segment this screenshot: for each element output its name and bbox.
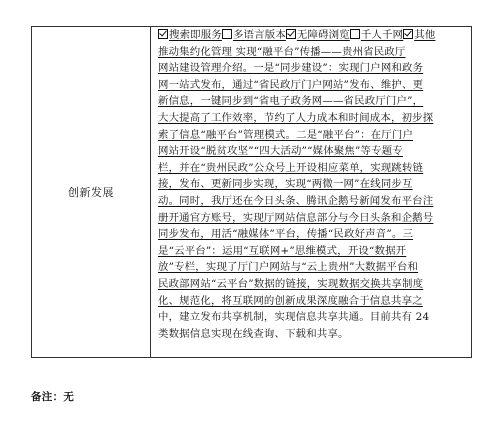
content-line: 同步发布，用活“融媒体”平台，传播“民政好声音”。三 <box>158 228 414 241</box>
info-table <box>31 26 472 358</box>
content-line: 是“云平台”：运用“互联网+”思维模式，开设“数据开 <box>158 244 407 257</box>
content-line: 接，发布、更新同步实现，实现“两微一网”在线同步互 <box>158 178 413 191</box>
content-line: 栏，并在“贵州民政”公众号上开设相应菜单，实现跳转链 <box>158 161 424 174</box>
checkbox-checked-icon[interactable] <box>158 29 168 39</box>
option-label: 无障碍浏览 <box>296 29 350 41</box>
content-line: 放”专栏，实现了厅门户网站与“云上贵州”大数据平台和 <box>158 261 419 274</box>
content-line: 册开通官方账号，实现厅网站信息部分与今日头条和企鹅号 <box>158 211 434 224</box>
content-line: 中，建立发布共享机制，实现信息共享共通。目前共有 24 <box>158 311 430 324</box>
content-line: 大大提高了工作效率，节约了人力成本和时间成本，初步探 <box>158 111 434 124</box>
option-label: 多语言版本 <box>232 29 286 41</box>
content-line: 类数据信息实现在线查询、下载和共享。 <box>158 327 349 340</box>
checkbox-checked-icon[interactable] <box>403 29 413 39</box>
content-line: 新信息，一键同步到“省电子政务网——省民政厅门户”， <box>158 95 424 108</box>
row-label-cell <box>32 27 151 358</box>
content-line: 网站建设管理介绍。一是“同步建设”：实现门户网和政务 <box>158 62 424 75</box>
option-search-service[interactable] <box>158 29 222 41</box>
checkbox-empty-icon[interactable] <box>222 29 232 39</box>
content-line: 网站开设“脱贫攻坚”“四大活动”“媒体聚焦”等专题专 <box>158 145 403 158</box>
row-content-cell <box>151 27 472 358</box>
content-line: 民政部网站“云平台”数据的链接，实现数据交换共享制度 <box>158 277 424 290</box>
checkbox-checked-icon[interactable] <box>286 29 296 39</box>
content-line: 推动集约化管理 实现“融平台”传播——贵州省民政厅 <box>158 45 406 58</box>
note-text: 备注：无 <box>31 391 75 403</box>
option-personalized-web[interactable] <box>350 29 403 41</box>
option-label: 其他 <box>414 29 436 41</box>
content-line: 网一站式发布，通过“省民政厅门户网站”发布、维护、更 <box>158 78 424 91</box>
table-row <box>32 27 472 358</box>
option-multilingual[interactable] <box>222 29 286 41</box>
content-line: 化、规范化，将互联网的创新成果深度融合于信息共享之 <box>158 294 423 307</box>
option-other[interactable] <box>403 29 435 41</box>
row-label: 创新发展 <box>68 186 114 199</box>
content-line: 动。同时，我厅还在今日头条、腾讯企鹅号新闻发布平台注 <box>158 194 434 207</box>
content-line: 索了信息“融平台”管理模式。二是“融平台”：在厅门户 <box>158 128 414 141</box>
checkbox-empty-icon[interactable] <box>350 29 360 39</box>
option-label: 搜索即服务 <box>169 29 222 41</box>
option-accessible-browsing[interactable] <box>286 29 350 41</box>
options-line <box>158 27 466 44</box>
content-text <box>158 27 466 342</box>
option-label: 千人千网 <box>360 29 404 41</box>
